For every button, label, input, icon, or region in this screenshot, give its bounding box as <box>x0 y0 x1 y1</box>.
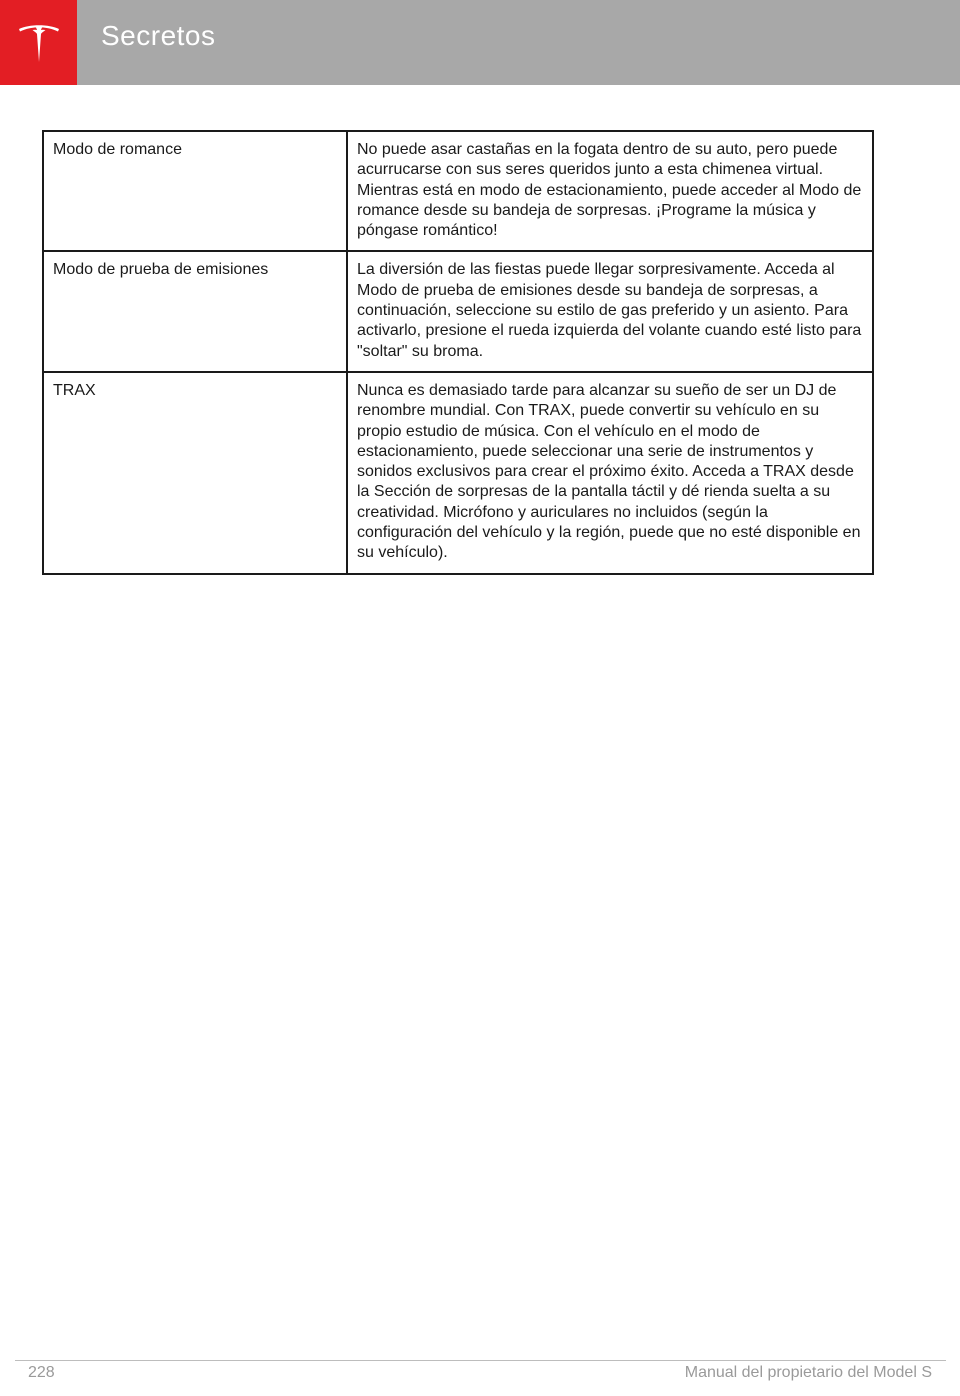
page-title: Secretos <box>101 20 216 51</box>
logo-badge <box>0 0 77 85</box>
table-row <box>43 251 873 371</box>
easter-eggs-table <box>42 130 874 575</box>
page-number: 228 <box>28 1364 55 1381</box>
table-row <box>43 372 873 574</box>
feature-name: Modo de romance <box>43 131 347 251</box>
feature-name: TRAX <box>43 372 347 574</box>
tesla-logo-icon <box>14 18 64 68</box>
page-header <box>0 0 960 85</box>
manual-title: Manual del propietario del Model S <box>684 1364 932 1381</box>
footer-divider <box>15 1360 946 1361</box>
feature-description: No puede asar castañas en la fogata dentro de su auto, pero puede acurrucarse con sus seres queridos junto a esta chimenea virtual. Mientras está en modo de estacionamiento, puede acceder al Modo de romance desde su bandeja de sorpresas. ¡Programe la música y póngase romántico! <box>347 131 873 251</box>
table-row <box>43 131 873 251</box>
feature-description: Nunca es demasiado tarde para alcanzar su sueño de ser un DJ de renombre mundial. Con TRAX, puede convertir su vehículo en su propio estudio de música. Con el vehículo en el modo de estacionamiento, puede seleccionar una serie de instrumentos y sonidos exclusivos para crear el próximo éxito. Acceda a TRAX desde la Sección de sorpresas de la pantalla táctil y dé rienda suelta a su creatividad. Micrófono y auriculares no incluidos (según la configuración del vehículo y la región, puede que no esté disponible en su vehículo). <box>347 372 873 574</box>
feature-name: Modo de prueba de emisiones <box>43 251 347 371</box>
feature-description: La diversión de las fiestas puede llegar sorpresivamente. Acceda al Modo de prueba de emisiones desde su bandeja de sorpresas, a continuación, seleccione su estilo de gas preferido y un asiento. Para activarlo, presione el rueda izquierda del volante cuando esté listo para "soltar" su broma. <box>347 251 873 371</box>
